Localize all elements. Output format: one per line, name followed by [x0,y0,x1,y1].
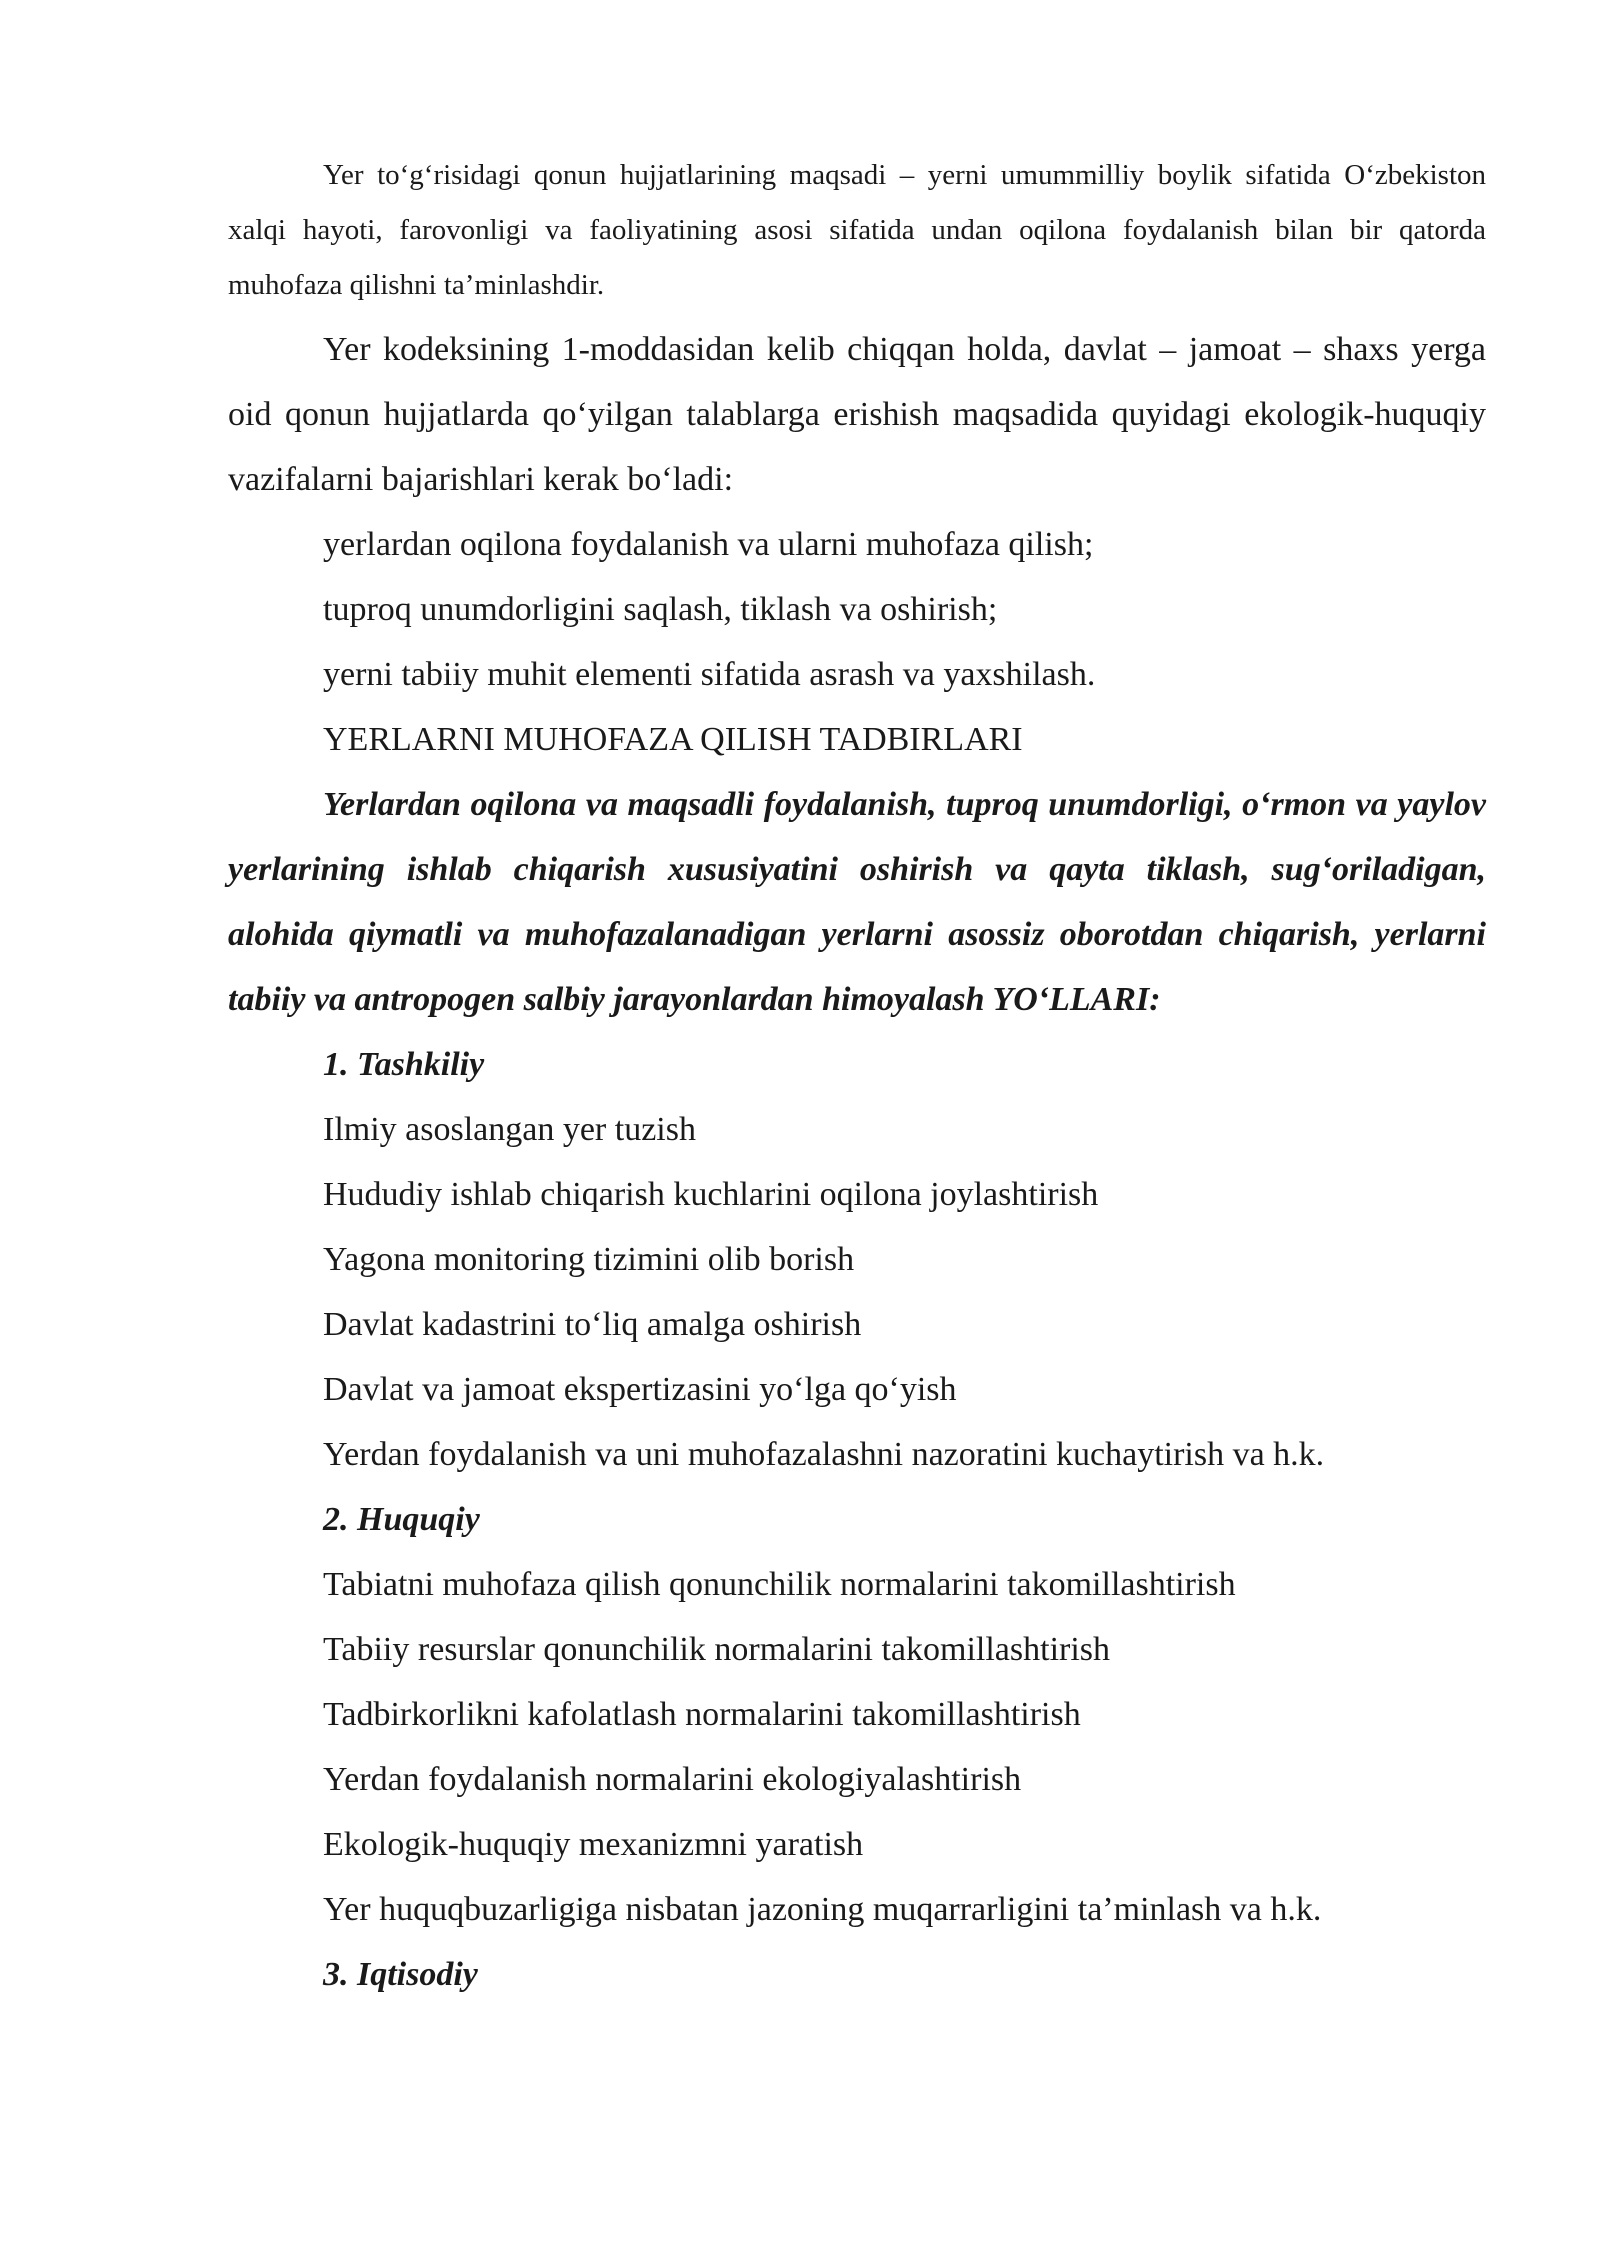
list-item: Ilmiy asoslangan yer tuzish [323,1111,696,1148]
task-item: tuproq unumdorligini saqlash, tiklash va oshirish; [323,591,998,628]
group-title-organizational: 1. Tashkiliy [323,1046,485,1083]
list-item: Yerdan foydalanish normalarini ekologiyalashtirish [323,1761,1022,1798]
intro-paragraph: Yer to‘g‘risidagi qonun hujjatlarining maqsadi – yerni umummilliy boylik sifatida O‘zbekiston xalqi hayoti, farovonligi va faoliyatining asosi sifatida undan oqilona foydalanish bilan bir qatorda muhofaza qilishni ta’minlashdir. [228,159,1486,301]
list-item: Davlat kadastrini to‘liq amalga oshirish [323,1306,862,1343]
list-item: Tadbirkorlikni kafolatlash normalarini takomillashtirish [323,1696,1081,1733]
group-title-economic: 3. Iqtisodiy [323,1956,478,1993]
section-heading: YERLARNI MUHOFAZA QILISH TADBIRLARI [323,721,1023,758]
group-title-legal: 2. Huquqiy [323,1501,480,1538]
list-item: Ekologik-huquqiy mexanizmni yaratish [323,1826,864,1863]
list-item: Davlat va jamoat ekspertizasini yo‘lga qo‘yish [323,1371,957,1408]
list-item: Tabiiy resurslar qonunchilik normalarini takomillashtirish [323,1631,1111,1668]
list-item: Yagona monitoring tizimini olib borish [323,1241,855,1278]
task-item: yerlardan oqilona foydalanish va ularni muhofaza qilish; [323,526,1094,563]
ways-paragraph: Yerlardan oqilona va maqsadli foydalanish, tuproq unumdorligi, o‘rmon va yaylov yerlarining ishlab chiqarish xususiyatini oshirish va qayta tiklash, sug‘oriladigan, alohida qiymatli va muhofazalanadigan yerlarni asossiz oborotdan chiqarish, yerlarni tabiiy va antropogen salbiy jarayonlardan himoyalash YO‘LLARI: [228,786,1486,1018]
task-item: yerni tabiiy muhit elementi sifatida asrash va yaxshilash. [323,656,1096,693]
document-page [228,148,1486,2007]
list-item: Tabiatni muhofaza qilish qonunchilik normalarini takomillashtirish [323,1566,1236,1603]
code-paragraph: Yer kodeksining 1-moddasidan kelib chiqqan holda, davlat – jamoat – shaxs yerga oid qonun hujjatlarda qo‘yilgan talablarga erishish maqsadida quyidagi ekologik-huquqiy vazifalarni bajarishlari kerak bo‘ladi: [228,331,1486,498]
list-item: Yer huquqbuzarligiga nisbatan jazoning muqarrarligini ta’minlash va h.k. [323,1891,1322,1928]
list-item: Hududiy ishlab chiqarish kuchlarini oqilona joylashtirish [323,1176,1099,1213]
list-item: Yerdan foydalanish va uni muhofazalashni nazoratini kuchaytirish va h.k. [323,1436,1325,1473]
